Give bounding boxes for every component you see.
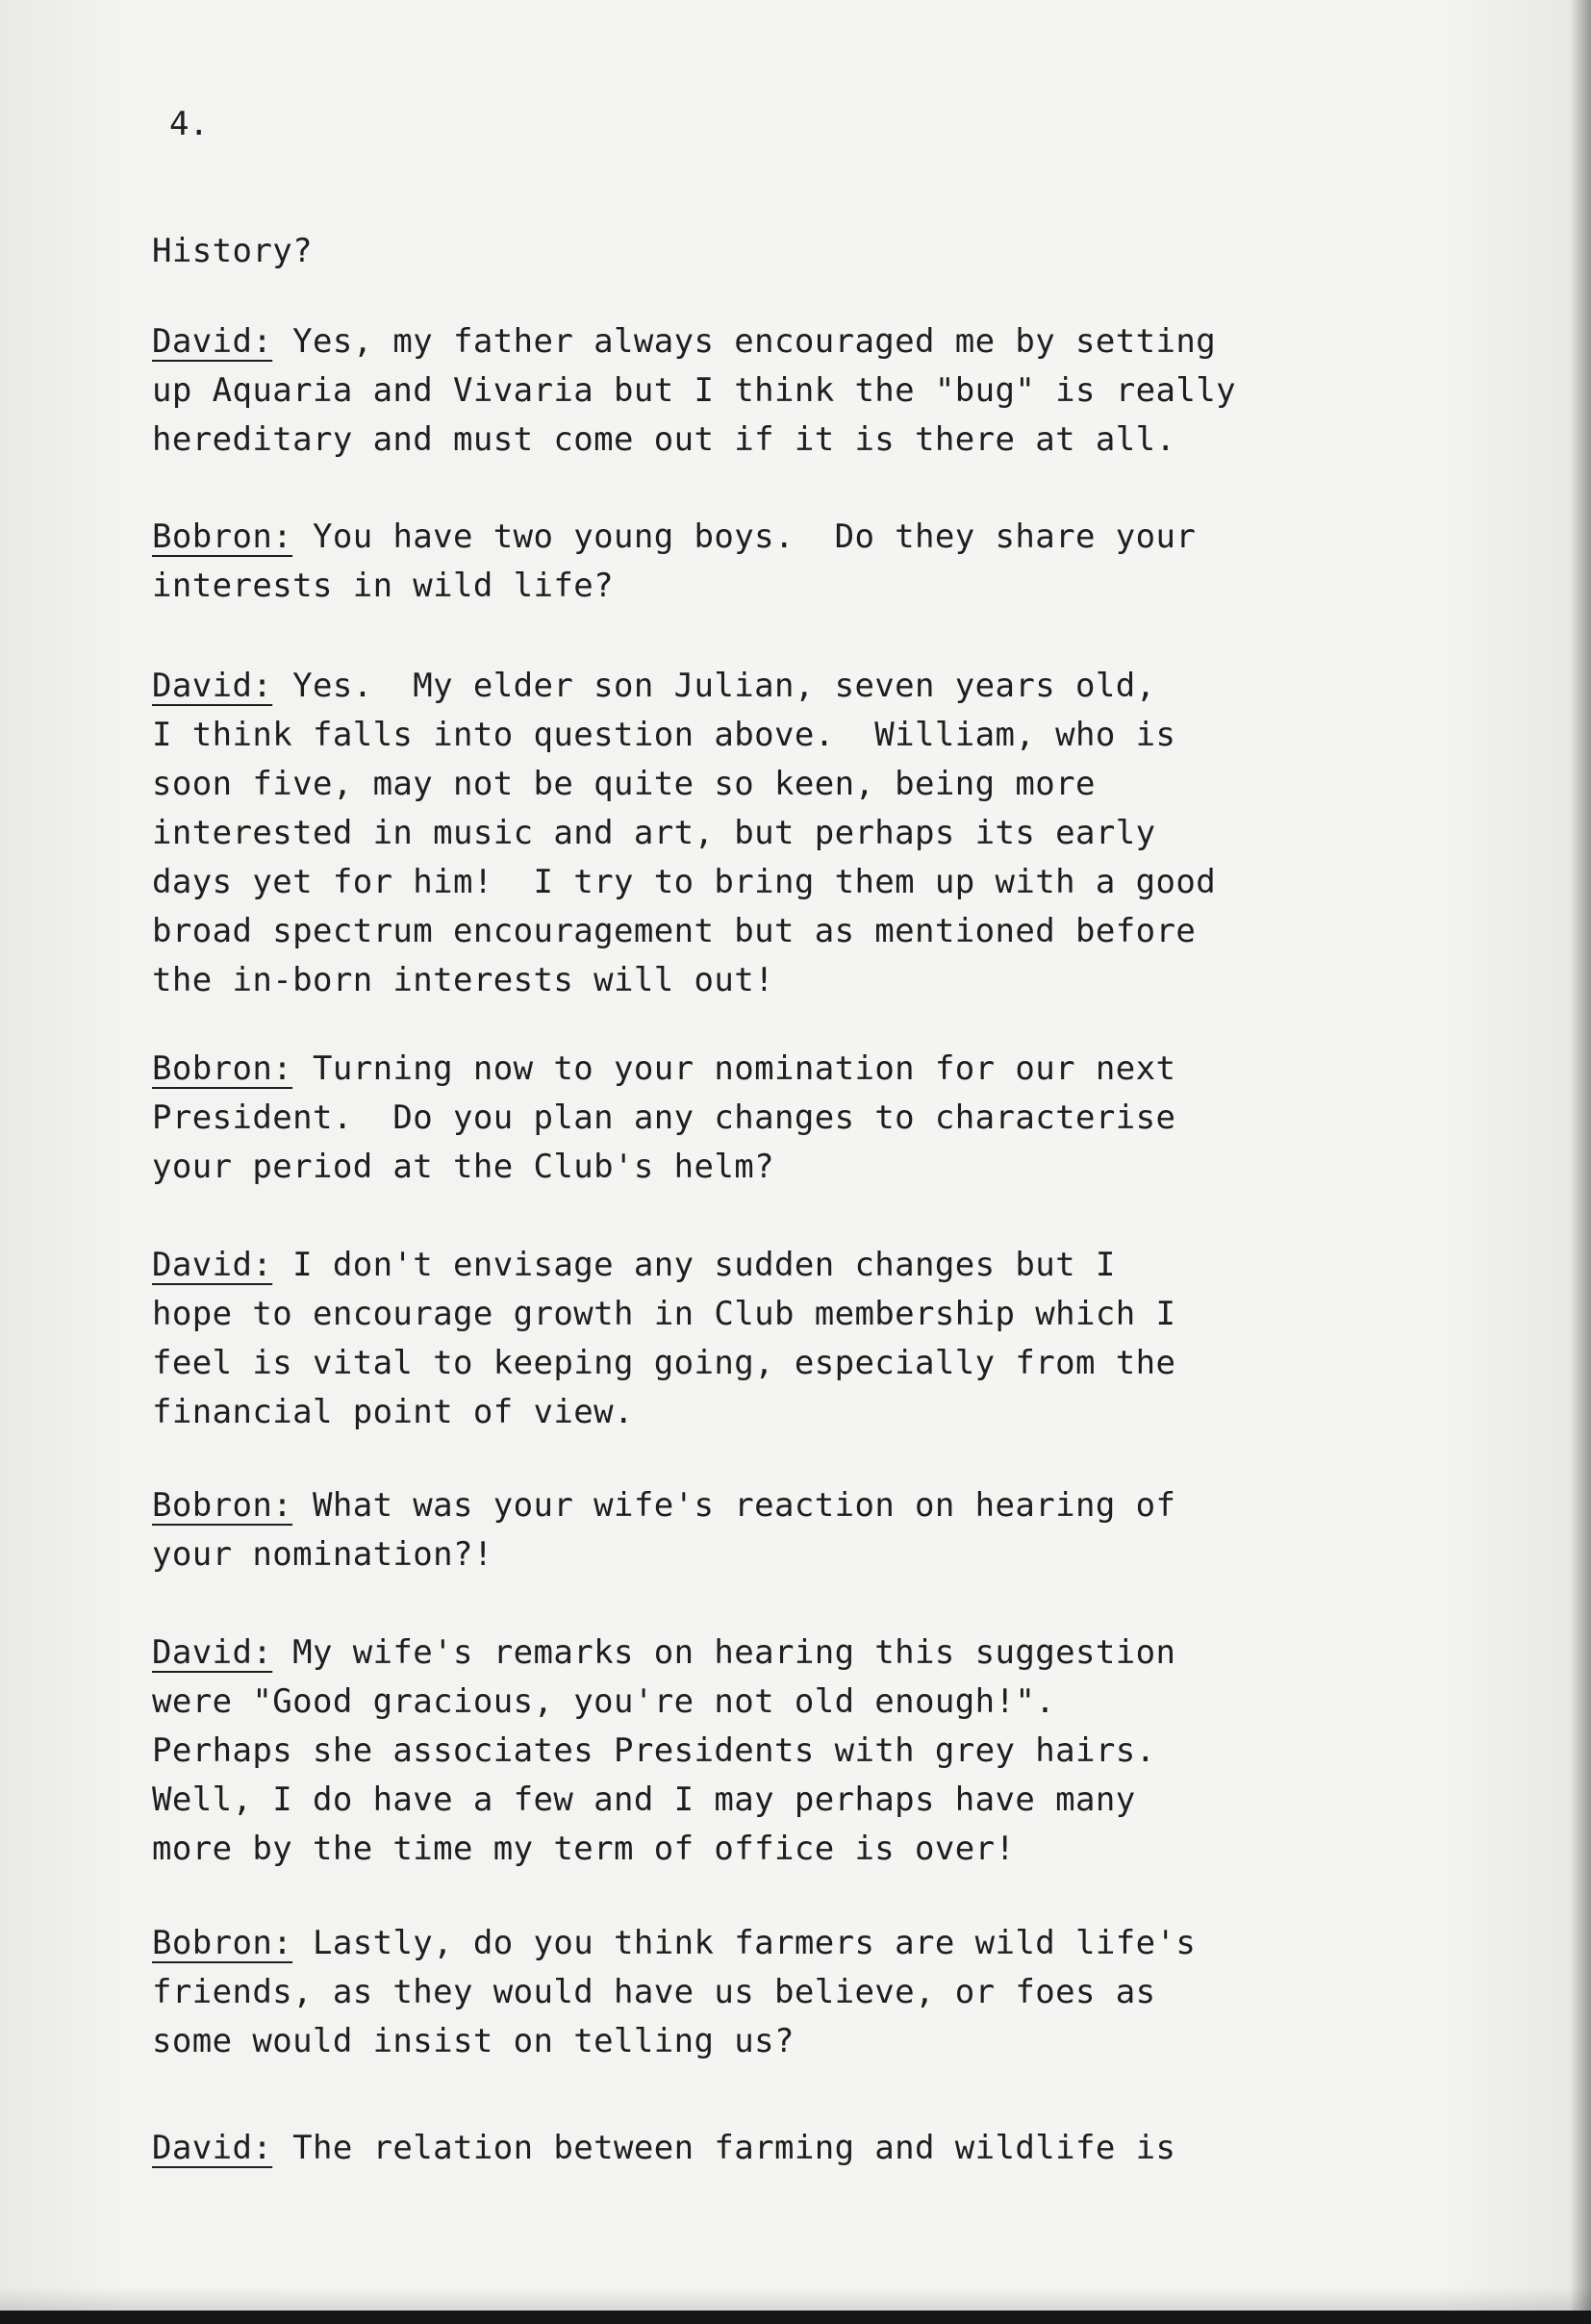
speaker-label: Bobron: (152, 1924, 293, 1962)
paragraph-text: The relation between farming and wildlife is (272, 2129, 1176, 2167)
paragraph-david-3 (152, 1241, 1175, 1437)
speaker-label: David: (152, 1246, 273, 1284)
speaker-label: David: (152, 667, 273, 705)
page-number: 4. (169, 105, 209, 143)
speaker-label: David: (152, 322, 273, 361)
paragraph-david-2 (152, 662, 1216, 1005)
paragraph-david-5 (152, 2124, 1175, 2173)
speaker-label: Bobron: (152, 1486, 293, 1525)
paragraph-text: You have two young boys. Do they share your interests in wild life? (152, 518, 1197, 605)
paragraph-line: hereditary and must come out if it is there at all. (152, 420, 1176, 459)
paragraph-bobron-3 (152, 1481, 1175, 1579)
paragraph-bobron-2 (152, 1045, 1175, 1192)
page-right-edge-shadow (1570, 0, 1591, 2324)
page-bottom-shadow (0, 2287, 1591, 2311)
speaker-label: Bobron: (152, 518, 293, 556)
paragraph-text: Lastly, do you think farmers are wild life's friends, as they would have us believe, or foes as some would insist on telling us? (152, 1924, 1197, 2060)
paragraph-line: Yes, my father always encouraged me by setting (272, 322, 1217, 361)
paragraph-text: What was your wife's reaction on hearing of your nomination?! (152, 1486, 1176, 1574)
paragraph-history (152, 227, 313, 276)
paragraph-text: Yes. My elder son Julian, seven years old, I think falls into question above. William, who is soon five, may not be quite so keen, being more interested in music and art, but perhaps its early days yet for him! I try to bring them up with a good broad spectrum encouragement but as mentioned before the in-born interests will out! (152, 667, 1217, 999)
page-bottom-edge (0, 2311, 1591, 2324)
paragraph-text: My wife's remarks on hearing this suggestion were "Good gracious, you're not old enough!". Perhaps she associates Presidents with grey hairs. Well, I do have a few and I may perhaps have many more by the time my term of office is over! (152, 1633, 1176, 1868)
paragraph-david-1 (152, 317, 1236, 465)
paragraph-bobron-4 (152, 1919, 1196, 2066)
paragraph-text: Turning now to your nomination for our next President. Do you plan any changes to characterise your period at the Club's helm? (152, 1049, 1176, 1186)
speaker-label: Bobron: (152, 1049, 293, 1088)
paragraph-bobron-1 (152, 513, 1196, 611)
speaker-label: David: (152, 1633, 273, 1672)
paragraph-text: History? (152, 232, 313, 270)
paragraph-line: up Aquaria and Vivaria but I think the "bug" is really (152, 371, 1236, 410)
speaker-label: David: (152, 2129, 273, 2167)
paragraph-text: I don't envisage any sudden changes but I hope to encourage growth in Club membership which I feel is vital to keeping going, especially from the financial point of view. (152, 1246, 1176, 1431)
paragraph-david-4 (152, 1629, 1175, 1874)
